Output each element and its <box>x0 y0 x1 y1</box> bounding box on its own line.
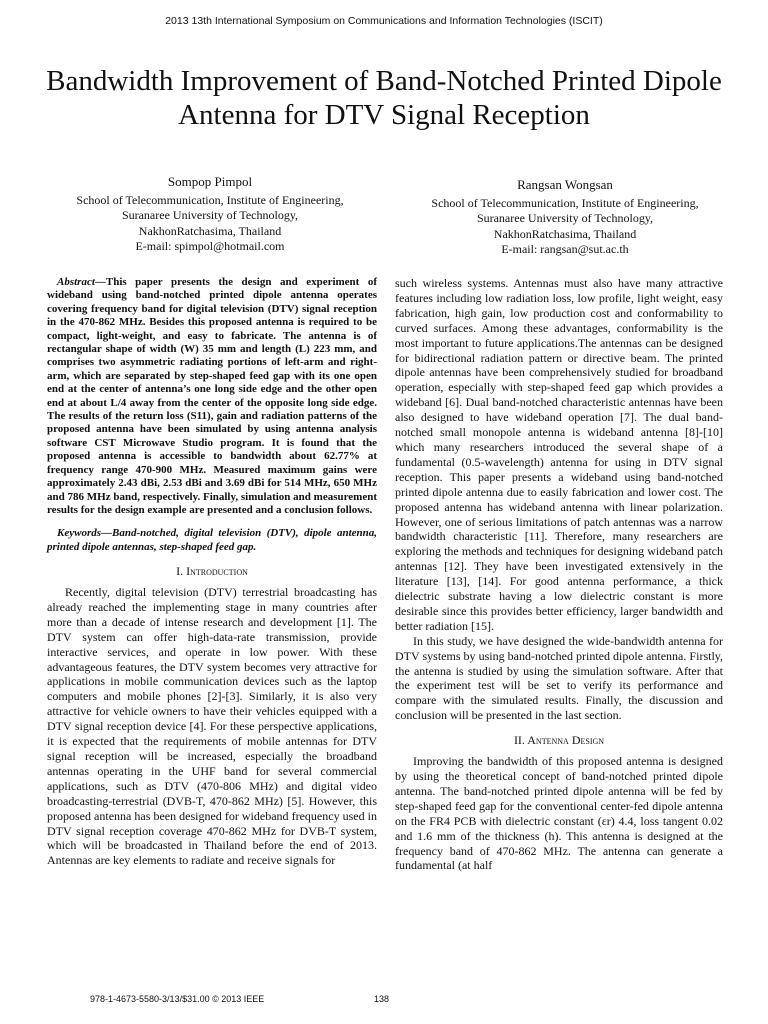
conference-header: 2013 13th International Symposium on Communications and Information Technologies (ISCIT) <box>165 15 603 27</box>
paper-title: Bandwidth Improvement of Band-Notched Printed Dipole Antenna for DTV Signal Reception <box>46 65 722 131</box>
author-block-2 <box>395 177 735 258</box>
author-dept: School of Telecommunication, Institute of Engineering, <box>431 195 699 210</box>
author-city: NakhonRatchasima, Thailand <box>138 223 282 238</box>
abstract-label: Abstract <box>57 276 95 288</box>
author-email: E-mail: rangsan@sut.ac.th <box>501 242 629 256</box>
study-paragraph: In this study, we have designed the wide-bandwidth antenna for DTV systems by using band-notched printed dipole antenna. Firstly, the antenna is studied by using the simulation software. After that the experiment test will be set to verify its performance and compare with the simulated results. Finally, the discussion and conclusion will be presented in the last section. <box>395 633 723 723</box>
antenna-design-paragraph: Improving the bandwidth of this proposed antenna is designed by using the theoretical concept of band-notched printed dipole antenna. The band-notched printed dipole antenna will be fed by step-shaped feed gap for the conventional center-fed dipole antenna on the FR4 PCB with dielectric constant (εr) 4.4, loss tangent 0.02 and 1.6 mm of the thickness (h). This antenna is designed at the frequency band of 470-862 MHz. The antenna can generate a fundamental (at half <box>395 754 723 873</box>
page-number: 138 <box>374 994 390 1004</box>
author-dept: School of Telecommunication, Institute of Engineering, <box>76 192 344 207</box>
author-university: Suranaree University of Technology, <box>476 211 654 225</box>
left-column <box>47 276 377 868</box>
intro-paragraph: Recently, digital television (DTV) terrestrial broadcasting has already reached the implementing stage in many countries after more than a decade of intense research and development [1]. The DTV system can offer high-data-rate transmission, provide interactive services, and operate in low power. With these advantageous features, the DTV system becomes very attractive for applications in mobile communication devices such as the laptop computers and mobile phones [2]-[3]. Similarly, it is also very attractive for vehicle owners to have their vehicles equipped with a DTV signal reception device [4]. For these perspective applications, it is expected that the requirements of mobile antennas for DTV signal reception will be increased, especially the broadband antennas operating in the UHF band for several commercial applications, such as DTV (470-806 MHz) and digital video broadcasting-terrestrial (DVB-T, 470-862 MHz) [5]. However, this proposed antenna has been designed for wideband frequency used in DTV signal reception coverage 470-862 MHz for DVB-T system, which will be broadcasted in Thailand before the end of 2013. Antennas are key elements to radiate and receive signals for <box>47 585 377 868</box>
copyright-footer: 978-1-4673-5580-3/13/$31.00 © 2013 IEEE <box>90 994 265 1004</box>
intro-continued-paragraph: such wireless systems. Antennas must also have many attractive features including low radiation loss, low profile, light weight, easy fabrication, high gain, low production cost and conformability to curved surfaces. Among these advantages, conformability is the most important to future applications.The antennas can be designed for bidirectional radiation pattern or directive beam. The printed dipole antennas have been comprehensively studied for broadband operation, especially with step-shaped feed gap which provides a wideband [6]. Dual band-notched characteristic antennas have been also designed to have wideband operation [7]. The dual band-notched small monopole antenna is wideband antenna [8]-[10] which many researchers introduced the several shape of a fundamental (0.5-wavelength) antenna for using in DTV signal reception. This paper presents a wideband using band-notched printed dipole antenna due to easily fabrication and lower cost. The proposed antenna has wideband antenna with linear polarization. However, one of serious limitations of patch antennas was a narrow bandwidth characteristic [11]. Therefore, many researchers are exploring the methods and techniques for designing wideband patch antennas [12]. They have been investigated extensively in the literature [13], [14]. For good antenna performance, a thick dielectric substrate having a low dielectric constant is more desirable since this provides better efficiency, larger bandwidth and better radiation [15]. <box>395 276 723 633</box>
author-university: Suranaree University of Technology, <box>121 208 299 222</box>
right-column <box>395 276 723 873</box>
author-email: E-mail: spimpol@hotmail.com <box>135 239 285 253</box>
author-name: Rangsan Wongsan <box>517 177 613 192</box>
author-block-1 <box>40 174 380 255</box>
keywords: Keywords—Band-notched, digital television (DTV), dipole antenna, printed dipole antennas, step-shaped feed gap. <box>47 527 377 553</box>
author-city: NakhonRatchasima, Thailand <box>493 226 637 241</box>
abstract <box>47 276 377 517</box>
section-heading-antenna-design: II. Antenna Design <box>513 733 605 748</box>
section-heading-introduction: I. Introduction <box>176 564 248 579</box>
abstract-text: —This paper presents the design and experiment of wideband using band-notched printed dipole antenna operates covering frequency band for digital television (DTV) signal reception in the 470-862 MHz. Besides this proposed antenna is required to be compact, light-weight, and easy to fabricate. The antenna is of rectangular shape of width (W) 35 mm and length (L) 223 mm, and comprises two asymmetric radiating portions of left-arm and right-arm, which are separated by step-shaped feed gap with its one open end at the center of antenna’s one long side edge and the other open end at about L/4 away from the center of the opposite long side edge. The results of the return loss (S11), gain and radiation patterns of the proposed antenna have been simulated by using antenna analysis software CST Microwave Studio program. It is found that the proposed antenna is accessible to bandwidth about 62.77% at frequency range 470-900 MHz. Measured maximum gains were approximately 2.43 dBi, 2.53 dBi and 3.69 dBi for 514 MHz, 650 MHz and 786 MHz band, respectively. Finally, simulation and measurement results for the design example are presented and a conclusion follows. <box>47 276 377 516</box>
author-name: Sompop Pimpol <box>167 174 253 189</box>
